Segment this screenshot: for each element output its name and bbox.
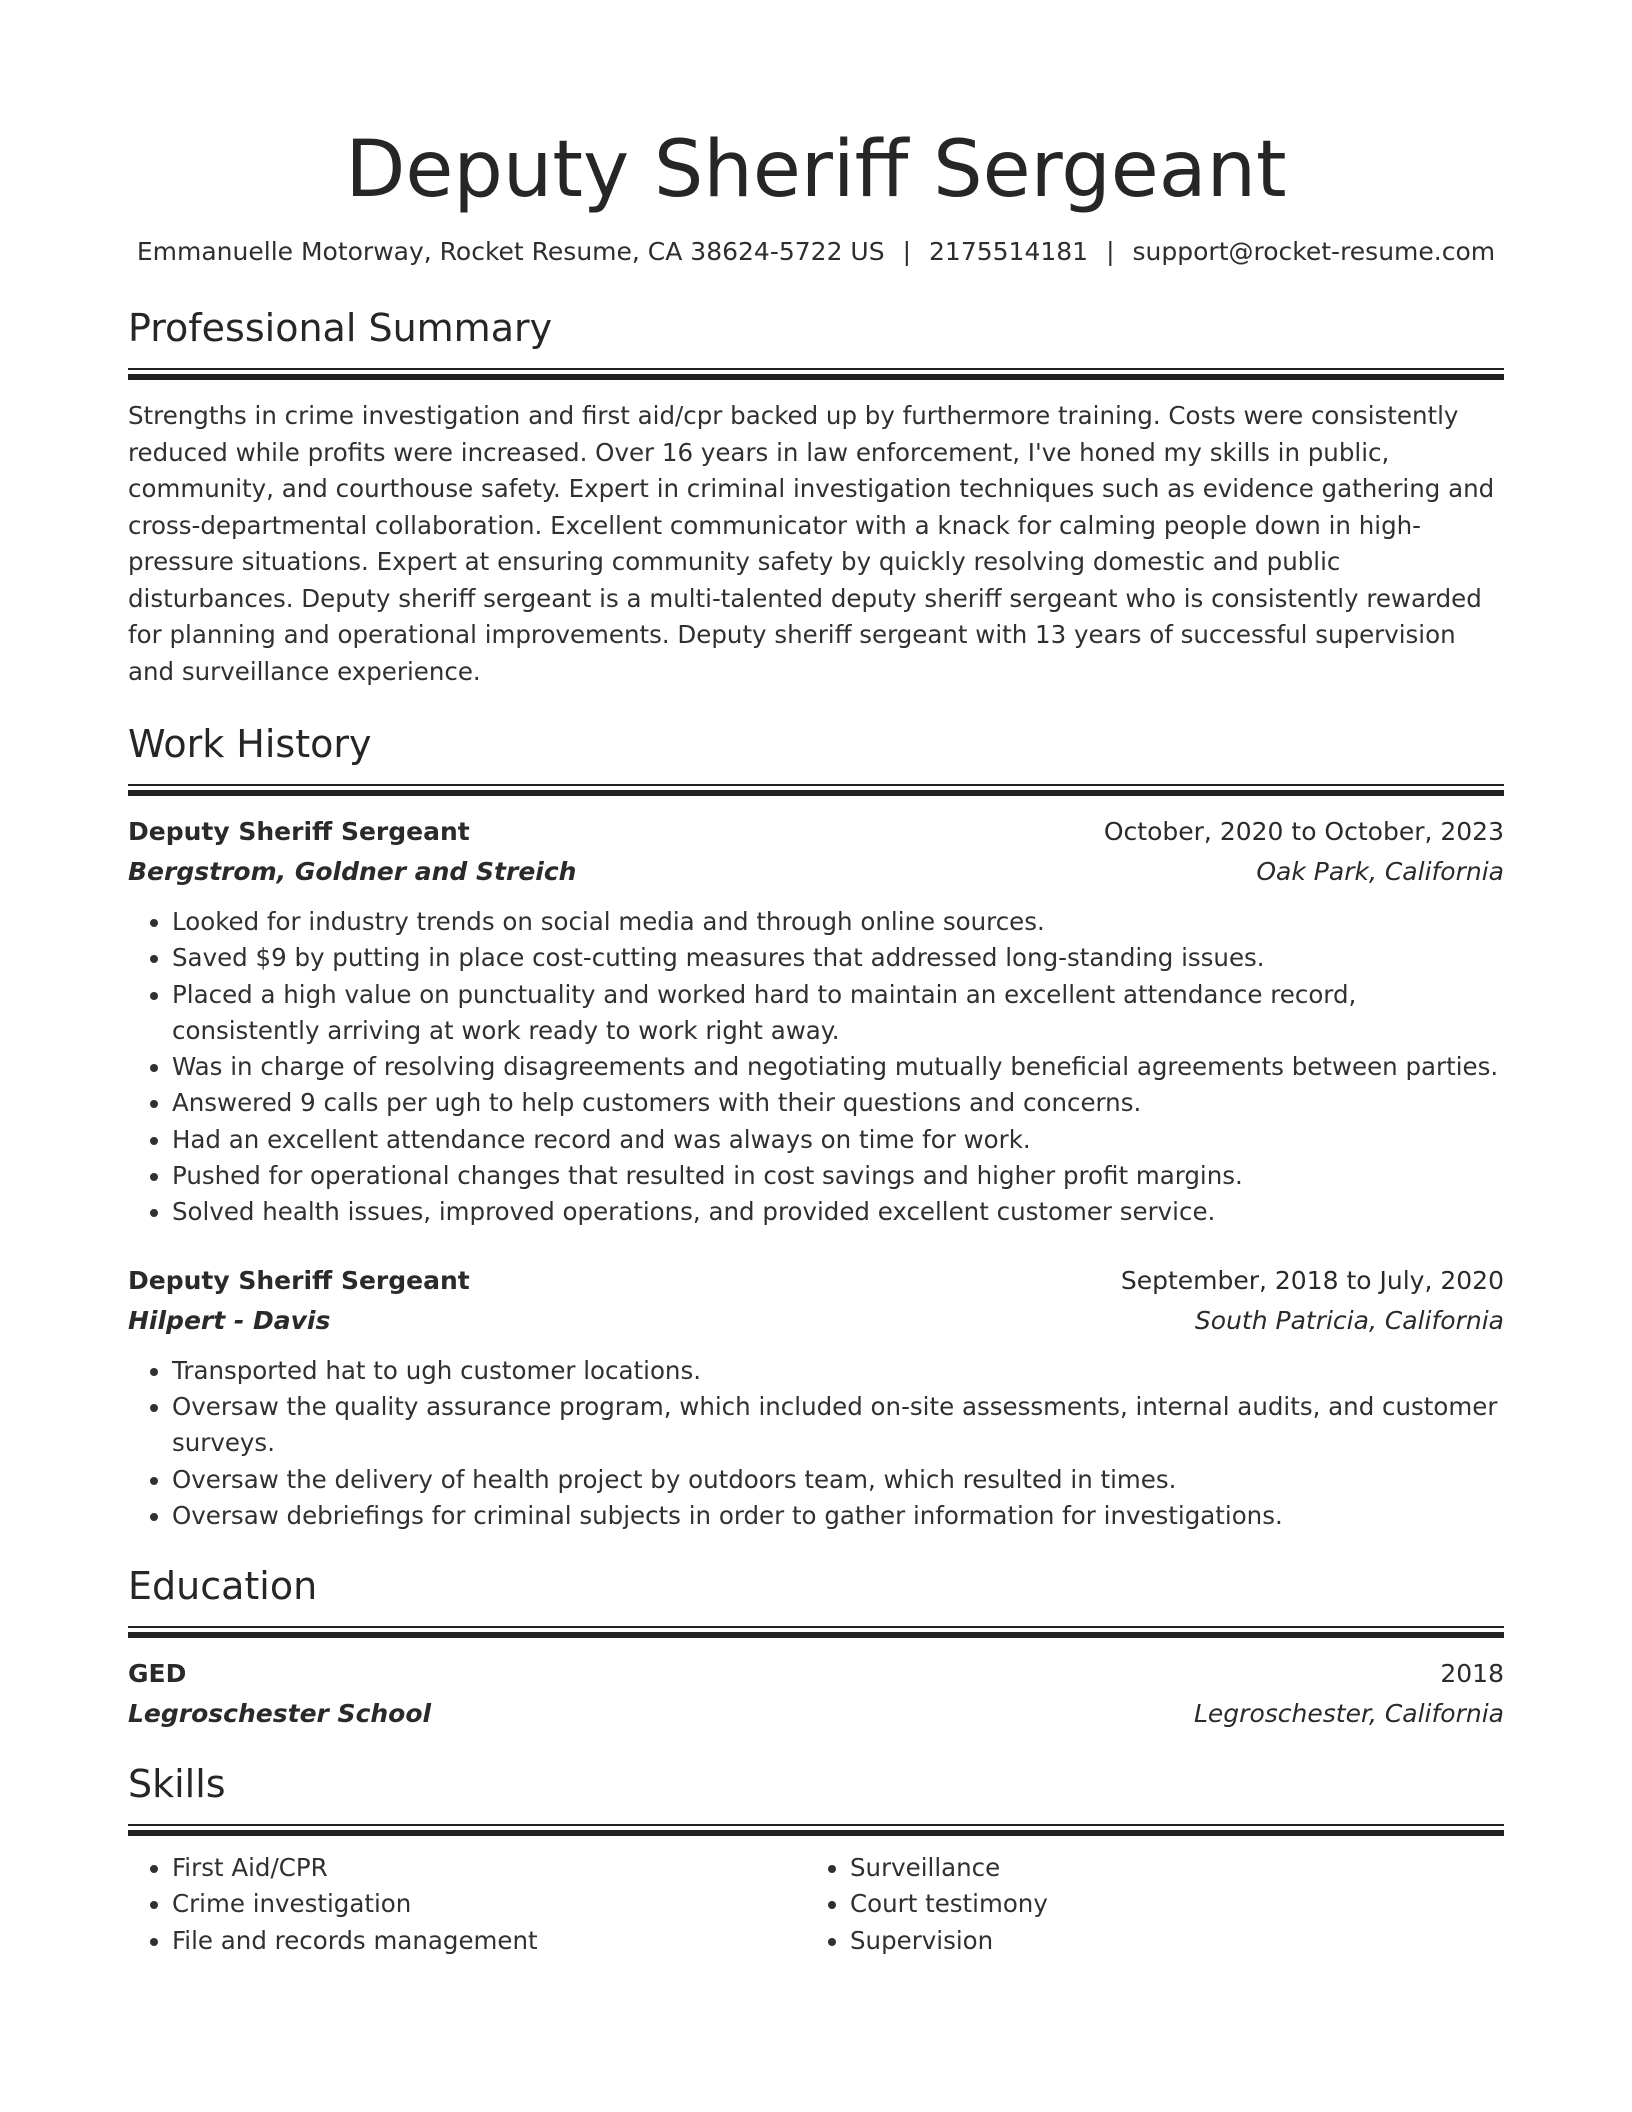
section-divider [128, 1824, 1504, 1834]
job-title: Deputy Sheriff Sergeant [128, 1265, 470, 1295]
contact-line [128, 236, 1504, 268]
education-location: Legroschester, California [1194, 1699, 1504, 1729]
work-history-section [128, 720, 1504, 1534]
section-divider [128, 368, 1504, 378]
list-item: • Was in charge of resolving disagreements and negotiating mutually beneficial agreements between parties. [172, 1049, 1504, 1085]
section-divider [128, 784, 1504, 794]
contact-address: Emmanuelle Motorway, Rocket Resume, CA 38624-5722 US [136, 237, 885, 266]
list-item: • Had an excellent attendance record and was always on time for work. [172, 1122, 1504, 1158]
skills-column-right [806, 1850, 1500, 1959]
contact-email: support@rocket-resume.com [1132, 237, 1496, 266]
list-item: • Oversaw the quality assurance program, which included on-site assessments, internal audits, and customer surveys. [172, 1389, 1504, 1462]
list-item: • Transported hat to ugh customer locations. [172, 1353, 1504, 1389]
job-location: South Patricia, California [1194, 1305, 1504, 1335]
job-dates: October, 2020 to October, 2023 [1103, 817, 1504, 846]
education-section [128, 1562, 1504, 1734]
education-school: Legroschester School [128, 1699, 432, 1729]
list-item: • Pushed for operational changes that resulted in cost savings and higher profit margins. [172, 1158, 1504, 1194]
skill-item: • Crime investigation [172, 1886, 806, 1922]
skill-item: • First Aid/CPR [172, 1850, 806, 1886]
list-item: • Answered 9 calls per ugh to help customers with their questions and concerns. [172, 1085, 1504, 1121]
job-entry [128, 812, 1504, 1231]
education-degree: GED [128, 1659, 187, 1689]
education-year: 2018 [1440, 1659, 1504, 1689]
skills-column-left [128, 1850, 806, 1959]
job-title: Deputy Sheriff Sergeant [128, 817, 470, 846]
candidate-name: Deputy Sheriff Sergeant [345, 125, 1287, 215]
section-title-skills: Skills [128, 1762, 226, 1807]
skills-section [128, 1760, 1504, 1959]
skill-item: • File and records management [172, 1923, 806, 1959]
list-item: • Saved $9 by putting in place cost-cutting measures that addressed long-standing issues. [172, 940, 1504, 976]
skill-item: • Supervision [850, 1923, 1500, 1959]
contact-separator: | [1106, 237, 1115, 266]
list-item: • Oversaw the delivery of health project by outdoors team, which resulted in times. [172, 1462, 1504, 1498]
list-item: • Solved health issues, improved operations, and provided excellent customer service. [172, 1194, 1504, 1230]
job-location: Oak Park, California [1256, 857, 1504, 886]
job-dates: September, 2018 to July, 2020 [1120, 1265, 1504, 1295]
summary-section [128, 304, 1504, 690]
section-title-education: Education [128, 1564, 318, 1609]
contact-phone: 2175514181 [929, 237, 1089, 266]
skills-list [128, 1850, 1504, 1959]
job-bullets [128, 1353, 1504, 1534]
job-employer: Hilpert - Davis [128, 1305, 331, 1335]
summary-text: Strengths in crime investigation and first aid/cpr backed up by furthermore training. Costs were consistently reduced while profits were increased. Over 16 years in law enforcement, I've honed my skills in public, community, and courthouse safety. Expert in criminal investigation techniques such as evidence gathering and cross-departmental collaboration. Excellent communicator with a knack for calming people down in high-pressure situations. Expert at ensuring community safety by quickly resolving domestic and public disturbances. Deputy sheriff sergeant is a multi-talented deputy sheriff sergeant who is consistently rewarded for planning and operational improvements. Deputy sheriff sergeant with 13 years of successful supervision and surveillance experience. [128, 401, 1495, 686]
list-item: • Placed a high value on punctuality and worked hard to maintain an excellent attendance record, consistently arriving at work ready to work right away. [172, 977, 1504, 1050]
job-employer: Bergstrom, Goldner and Streich [128, 857, 577, 886]
contact-separator: | [902, 237, 912, 266]
skill-item: • Court testimony [850, 1886, 1500, 1922]
resume-page [128, 0, 1504, 1959]
list-item: • Looked for industry trends on social media and through online sources. [172, 904, 1504, 940]
education-entry [128, 1654, 1504, 1734]
list-item: • Oversaw debriefings for criminal subjects in order to gather information for investigations. [172, 1498, 1504, 1534]
job-entry [128, 1261, 1504, 1534]
job-bullets [128, 904, 1504, 1231]
skill-item: • Surveillance [850, 1850, 1500, 1886]
section-title-summary: Professional Summary [128, 306, 553, 350]
section-divider [128, 1626, 1504, 1636]
section-title-work-history: Work History [128, 722, 372, 766]
